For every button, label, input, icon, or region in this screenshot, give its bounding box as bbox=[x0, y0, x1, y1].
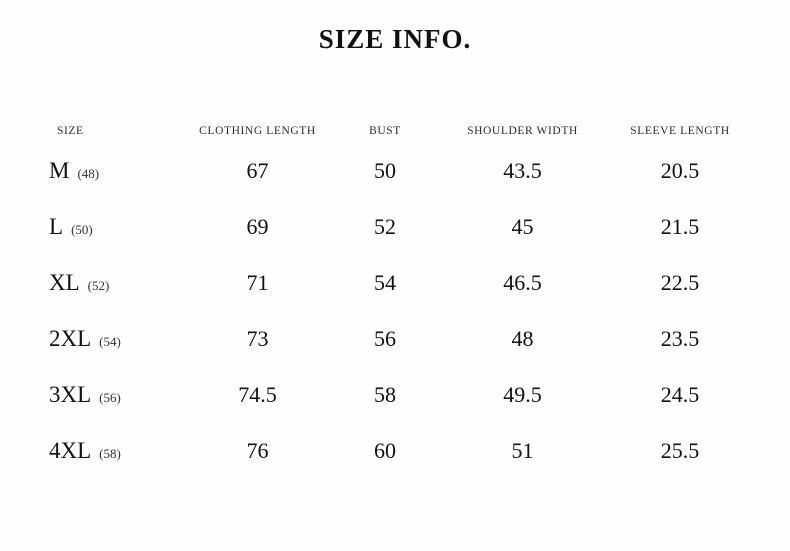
cell-size bbox=[35, 423, 185, 479]
cell-shoulder-width: 46.5 bbox=[503, 270, 542, 295]
column-header-bust: BUST bbox=[369, 125, 401, 137]
cell-size bbox=[35, 255, 185, 311]
size-alt-label: (58) bbox=[99, 446, 121, 461]
size-alt-label: (48) bbox=[77, 166, 100, 181]
cell-shoulder-width: 51 bbox=[511, 438, 534, 463]
size-alt-label: (54) bbox=[99, 334, 121, 349]
cell-size bbox=[35, 199, 185, 255]
table-body bbox=[35, 143, 755, 479]
cell-bust: 52 bbox=[374, 214, 396, 239]
cell-clothing-length: 67 bbox=[246, 158, 269, 183]
column-header-sleeve-length: SLEEVE LENGTH bbox=[630, 125, 730, 137]
cell-sleeve-length: 24.5 bbox=[660, 382, 700, 407]
cell-sleeve-length: 22.5 bbox=[660, 270, 700, 295]
table-row bbox=[35, 423, 755, 479]
cell-bust: 54 bbox=[374, 270, 396, 295]
cell-clothing-length: 71 bbox=[246, 270, 269, 295]
cell-sleeve-length: 20.5 bbox=[660, 158, 700, 183]
table-header bbox=[35, 125, 755, 143]
size-table-container bbox=[35, 125, 755, 479]
size-label: M bbox=[49, 158, 70, 183]
table-row bbox=[35, 199, 755, 255]
size-label: 4XL bbox=[49, 438, 92, 463]
table-row bbox=[35, 311, 755, 367]
table-row bbox=[35, 143, 755, 199]
size-label: L bbox=[49, 214, 64, 239]
column-header-size: SIZE bbox=[57, 125, 84, 137]
cell-size bbox=[35, 311, 185, 367]
size-alt-label: (50) bbox=[71, 222, 93, 237]
cell-shoulder-width: 49.5 bbox=[503, 382, 542, 407]
cell-bust: 60 bbox=[374, 438, 396, 463]
size-alt-label: (52) bbox=[87, 278, 110, 293]
page-title: SIZE INFO. bbox=[318, 24, 472, 54]
column-header-clothing-length: CLOTHING LENGTH bbox=[199, 125, 316, 137]
cell-sleeve-length: 25.5 bbox=[660, 438, 700, 463]
cell-clothing-length: 76 bbox=[246, 438, 269, 463]
table-header-row bbox=[35, 125, 755, 143]
cell-sleeve-length: 21.5 bbox=[660, 214, 700, 239]
cell-shoulder-width: 48 bbox=[511, 326, 534, 351]
table-row bbox=[35, 255, 755, 311]
cell-bust: 50 bbox=[374, 158, 396, 183]
cell-clothing-length: 69 bbox=[246, 214, 269, 239]
table-row bbox=[35, 367, 755, 423]
cell-clothing-length: 73 bbox=[246, 326, 269, 351]
size-label: XL bbox=[49, 270, 80, 295]
cell-size bbox=[35, 367, 185, 423]
size-table bbox=[35, 125, 755, 479]
size-label: 2XL bbox=[49, 326, 92, 351]
cell-bust: 56 bbox=[374, 326, 396, 351]
cell-shoulder-width: 43.5 bbox=[503, 158, 542, 183]
cell-shoulder-width: 45 bbox=[511, 214, 534, 239]
cell-size bbox=[35, 143, 185, 199]
column-header-shoulder-width: SHOULDER WIDTH bbox=[467, 125, 578, 137]
size-label: 3XL bbox=[49, 382, 92, 407]
cell-clothing-length: 74.5 bbox=[238, 382, 277, 407]
size-alt-label: (56) bbox=[99, 390, 121, 405]
cell-bust: 58 bbox=[374, 382, 396, 407]
cell-sleeve-length: 23.5 bbox=[660, 326, 700, 351]
